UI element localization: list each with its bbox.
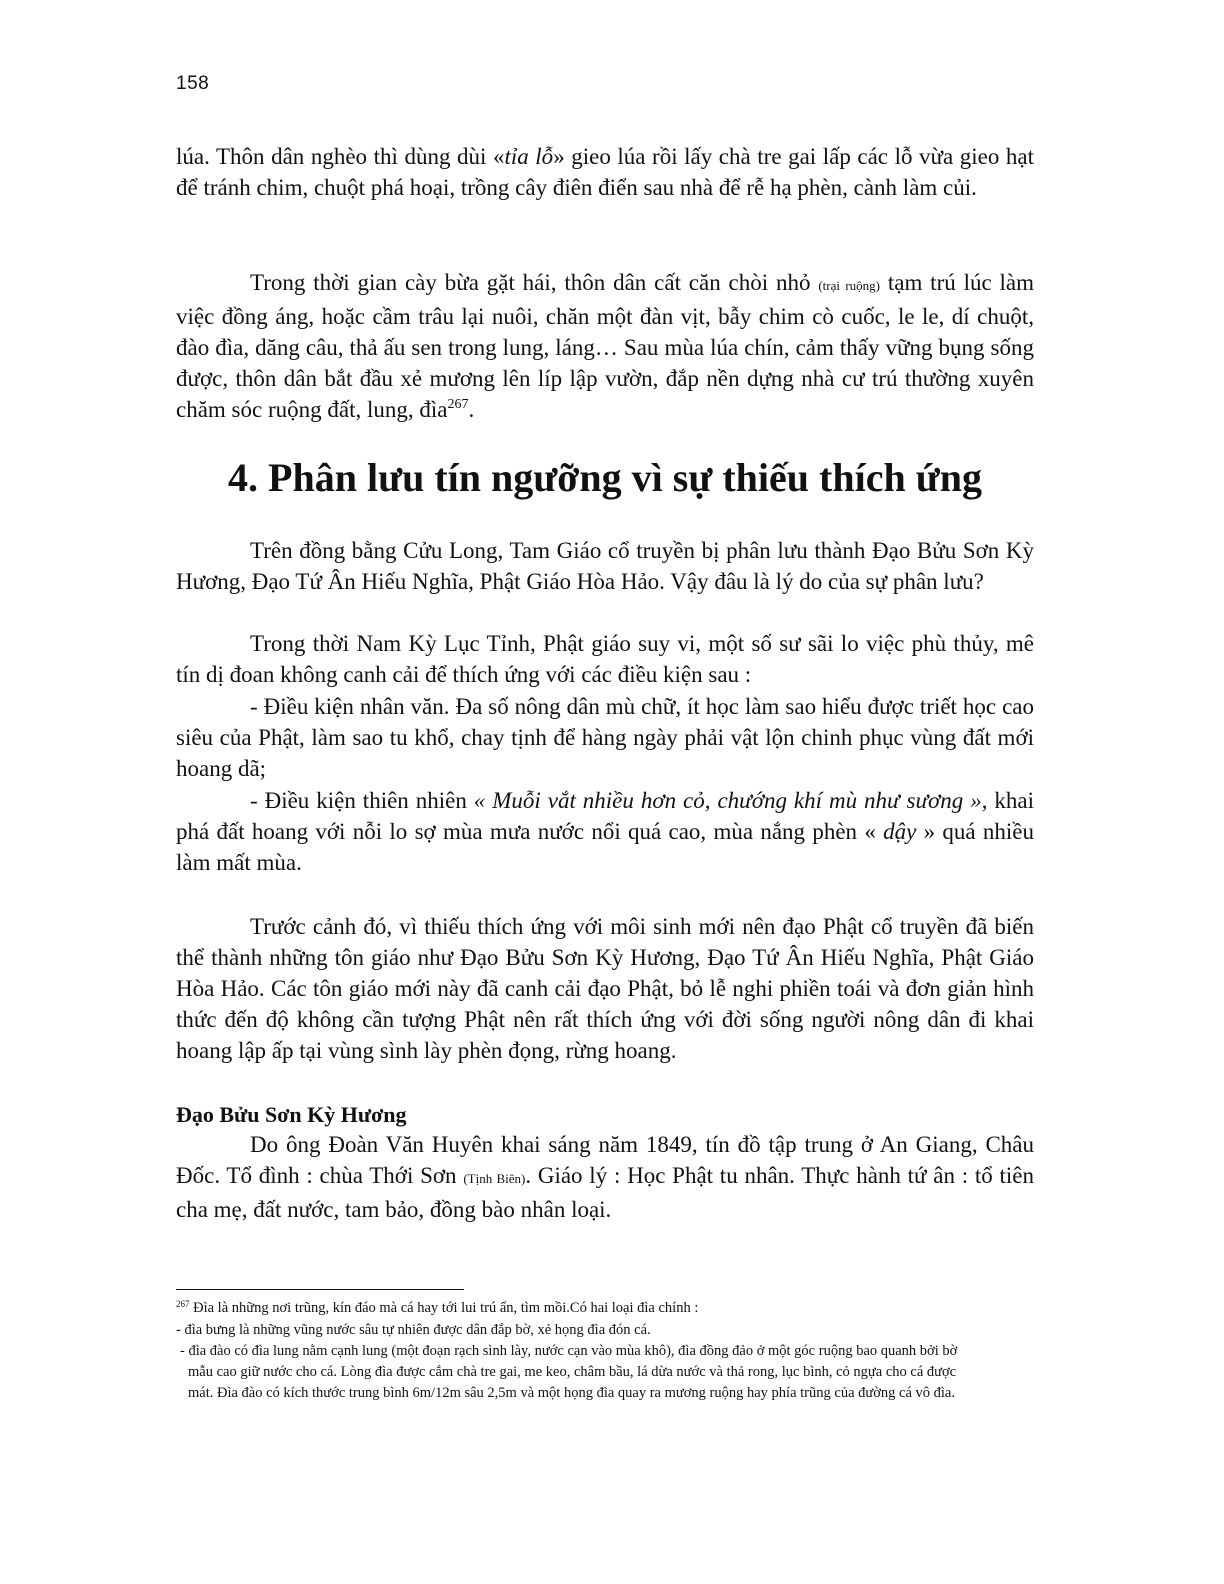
paragraph-rice-sowing	[176, 141, 1034, 203]
paragraph-text: Trong thời gian cày bừa gặt hái, thôn dân cất căn chòi nhỏ	[250, 270, 811, 295]
footnote-text: Đìa là những nơi trũng, kín đáo mà cá hay tới lui trú ẩn, tìm mồi.Có hai loại đìa chính :	[193, 1300, 699, 1316]
paragraph-text: » gieo lúa rồi lấy chà tre gai lấp các lỗ vừa gieo hạt để tránh chim, chuột phá hoại, trồng cây điên điển sau nhà để rễ hạ phèn, cành làm củi.	[176, 144, 1034, 200]
paragraph-intro: Trên đồng bằng Cửu Long, Tam Giáo cổ truyền bị phân lưu thành Đạo Bửu Sơn Kỳ Hương, Đạo Tứ Ân Hiếu Nghĩa, Phật Giáo Hòa Hảo. Vậy đâu là lý do của sự phân lưu?	[176, 538, 1034, 594]
paragraph-text: lúa. Thôn dân nghèo thì dùng dùi «	[176, 144, 505, 169]
italic-quote: « Muỗi vắt nhiều hơn cỏ, chướng khí mù như sương »	[473, 788, 982, 813]
paragraph-text: . Giáo lý : Học Phật tu nhân. Thực hành tứ ân : tổ tiên cha mẹ, đất nước, tam bảo, đồng bào nhân loại.	[176, 1163, 1035, 1222]
paragraph-text: tạm trú lúc làm việc đồng áng, hoặc cầm trâu lại nuôi, chăn một đàn vịt, bẫy chim cò cuốc, le le, dí chuột, đào đìa, dăng câu, thả ấu sen trong lung, láng… Sau mùa lúa chín, cảm thấy vững bụng sống được, thôn dân bắt đầu xẻ mương lên líp lập vườn, đắp nền dựng nhà cư trú thường xuyên chăm sóc ruộng đất, lung, đìa	[176, 270, 1034, 422]
footnote-line	[176, 1298, 946, 1319]
paragraph-text: - Điều kiện thiên nhiên	[250, 788, 467, 813]
section-heading: 4. Phân lưu tín ngưỡng vì sự thiếu thích ứng	[228, 455, 982, 500]
paragraph-buu-son-ky-huong	[176, 1129, 1034, 1225]
paragraph-text: » quá nhiều làm mất mùa.	[176, 819, 1035, 875]
footnote-line: - đìa bưng là những vũng nước sâu tự nhiên được dân đắp bờ, xẻ họng đìa đón cá.	[176, 1322, 651, 1338]
paragraph-natural-condition	[176, 785, 1034, 878]
inline-small-note: (trại ruộng)	[818, 278, 880, 293]
paragraph-text: , khai phá đất hoang với nỗi lo sợ mùa mưa nước nổi quá cao, mùa nắng phèn «	[176, 788, 1035, 844]
italic-term: tỉa lỗ	[504, 144, 554, 169]
inline-small-note: (Tịnh Biên)	[463, 1171, 526, 1186]
paragraph-text: Do ông Đoàn Văn Huyên khai sáng năm 1849, tín đồ tập trung ở An Giang, Châu Đốc. Tổ đình : chùa Thới Sơn	[176, 1132, 1034, 1188]
footnote-line: - đìa đào có đìa lung nằm cạnh lung (một đoạn rạch sình lày, nước cạn vào mùa khô), đìa đồng đảo ở một góc ruộng bao quanh bởi bờ mẫu cao giữ nước cho cá. Lòng đìa được cắm chà tre gai, me keo, châm bầu, lá dừa nước và thả rong, lục bình, cỏ ngựa cho cá được mát. Đìa đào có kích thước trung bình 6m/12m sâu 2,5m và một họng đìa quay ra mương ruộng hay phía trũng của đường cá vô đìa.	[180, 1343, 958, 1401]
paragraph-humanistic-condition: - Điều kiện nhân văn. Đa số nông dân mù chữ, ít học làm sao hiểu được triết học cao siêu của Phật, làm sao tu khổ, chay tịnh để hàng ngày phải vật lộn chinh phục vùng đất mới hoang dã;	[176, 694, 1034, 781]
paragraph-text: .	[468, 397, 475, 422]
paragraph-buddhism-decline: Trong thời Nam Kỳ Lục Tỉnh, Phật giáo suy vi, một số sư sãi lo việc phù thủy, mê tín dị đoan không canh cải để thích ứng với các điều kiện sau :	[176, 631, 1034, 687]
italic-term: dậy	[883, 819, 917, 844]
page-number: 158	[176, 73, 210, 94]
footnote-separator	[176, 1289, 464, 1290]
footnote-reference[interactable]: 267	[447, 397, 469, 412]
paragraph-new-religions: Trước cảnh đó, vì thiếu thích ứng với môi sinh mới nên đạo Phật cổ truyền đã biến thể thành những tôn giáo như Đạo Bửu Sơn Kỳ Hương, Đạo Tứ Ân Hiếu Nghĩa, Phật Giáo Hòa Hảo. Các tôn giáo mới này đã canh cải đạo Phật, bỏ lễ nghi phiền toái và đơn giản hình thức đến độ không cần tượng Phật nên rất thích ứng với đời sống người nông dân đi khai hoang lập ấp tại vùng sình lày phèn đọng, rừng hoang.	[176, 914, 1034, 1063]
footnote-number: 267	[176, 1299, 190, 1309]
paragraph-farm-hut	[176, 267, 1034, 425]
subsection-heading: Đạo Bửu Sơn Kỳ Hương	[176, 1102, 407, 1127]
